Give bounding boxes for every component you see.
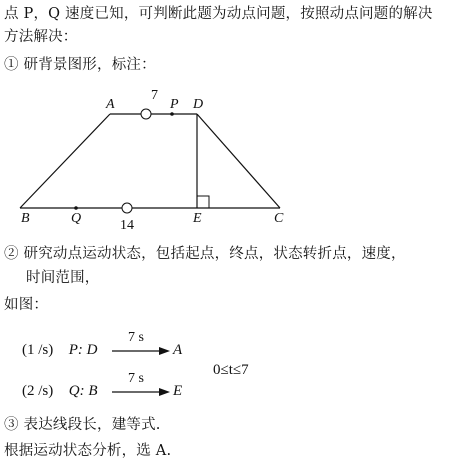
arrow-Q <box>112 386 172 398</box>
side-DC <box>197 114 280 208</box>
step-1: ① 研背景图形，标注： <box>4 57 156 73</box>
label-A: A <box>106 97 115 112</box>
label-bottom-length: 14 <box>120 218 134 233</box>
start-D: D <box>86 342 98 358</box>
conclusion: 根据运动状态分析，选 A. <box>4 443 172 459</box>
point-P-name: P: <box>68 342 83 358</box>
label-D: D <box>193 97 204 112</box>
intro-line-1: 点 P，Q 速度已知，可判断此题为动点问题，按照动点问题的解决 <box>4 6 433 22</box>
point-P-dot <box>170 112 174 116</box>
label-P: P <box>170 97 179 112</box>
label-top-length: 7 <box>151 88 158 103</box>
step-2-line-2: 时间范围， <box>26 270 100 286</box>
label-Q: Q <box>71 211 82 226</box>
as-shown-label: 如图： <box>4 297 49 313</box>
right-angle-mark <box>197 196 209 208</box>
bottom-length-marker <box>122 203 132 213</box>
start-B: B <box>88 383 98 399</box>
arrow-P <box>112 345 172 357</box>
label-C: C <box>274 211 284 226</box>
trapezoid-figure <box>0 82 475 242</box>
end-A: A <box>173 342 183 358</box>
top-length-marker <box>141 109 151 119</box>
time-range: 0≤t≤7 <box>213 362 249 378</box>
step-2-line-1: ② 研究动点运动状态，包括起点，终点，状态转折点，速度， <box>4 246 406 262</box>
end-E: E <box>173 383 183 399</box>
motion-row-1 <box>22 342 98 359</box>
motion-row-2 <box>22 383 98 400</box>
point-Q-name: Q: <box>68 383 85 399</box>
side-AB <box>20 114 110 208</box>
label-B: B <box>21 211 30 226</box>
step-3: ③ 表达线段长，建等式. <box>4 417 161 433</box>
point-Q-dot <box>74 206 78 210</box>
time-Q: 7 s <box>128 371 144 386</box>
time-P: 7 s <box>128 330 144 345</box>
speed-P: (1 /s) <box>22 342 54 358</box>
label-E: E <box>193 211 202 226</box>
intro-line-2: 方法解决： <box>4 29 78 45</box>
speed-Q: (2 /s) <box>22 383 54 399</box>
